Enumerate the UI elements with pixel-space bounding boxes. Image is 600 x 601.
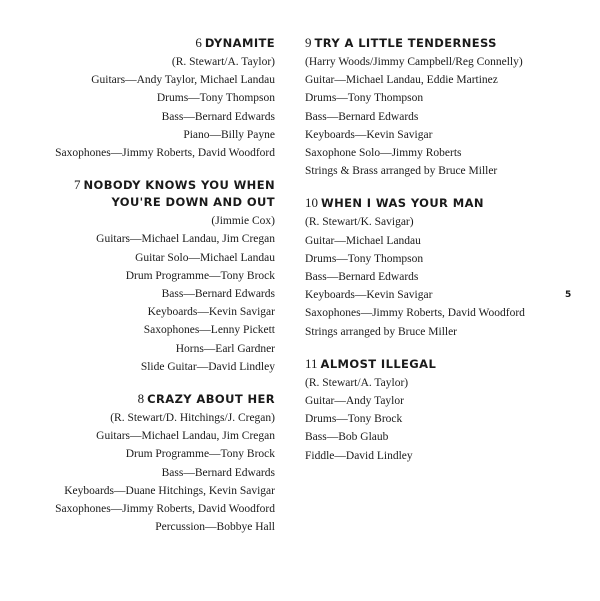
credit-line: Horns—Earl Gardner xyxy=(175,342,275,355)
track-title-text: NOBODY KNOWS YOU WHEN xyxy=(83,178,275,193)
credit-line: Keyboards—Kevin Savigar xyxy=(305,289,433,302)
credit-line: Keyboards—Kevin Savigar xyxy=(305,128,433,141)
credit-line: Guitar—Michael Landau xyxy=(305,234,421,247)
credit-line: Bass—Bernard Edwards xyxy=(161,110,275,123)
credit-line: Saxophones—Jimmy Roberts, David Woodford xyxy=(55,147,275,160)
track-title xyxy=(5,178,275,192)
credit-line: Fiddle—David Lindley xyxy=(305,449,413,462)
credit-line: Saxophones—Lenny Pickett xyxy=(143,324,275,337)
credit-line: Bass—Bernard Edwards xyxy=(305,110,419,123)
credit-line: Strings arranged by Bruce Miller xyxy=(305,325,458,338)
track-8 xyxy=(5,392,275,536)
credit-line: (Jimmie Cox) xyxy=(211,215,275,228)
credit-line: Slide Guitar—David Lindley xyxy=(140,360,275,373)
track-title-text: CRAZY ABOUT HER xyxy=(147,392,275,407)
credit-line: Bass—Bernard Edwards xyxy=(161,466,275,479)
track-title-continued: YOU'RE DOWN AND OUT xyxy=(111,195,275,210)
credit-line: Drum Programme—Tony Brock xyxy=(125,448,275,461)
credit-line: Drums—Tony Brock xyxy=(305,413,403,426)
track-9 xyxy=(305,36,565,180)
credit-line: Drum Programme—Tony Brock xyxy=(125,269,275,282)
page-number: 5 xyxy=(565,290,572,300)
credit-line: Bass—Bernard Edwards xyxy=(305,271,419,284)
track-number: 11 xyxy=(305,355,318,371)
track-title xyxy=(305,357,565,371)
credit-line: Bass—Bernard Edwards xyxy=(161,288,275,301)
credit-line: (R. Stewart/K. Savigar) xyxy=(305,216,414,229)
track-number: 8 xyxy=(137,391,145,407)
credit-line: (Harry Woods/Jimmy Campbell/Reg Connelly) xyxy=(305,56,523,68)
track-title xyxy=(5,392,275,406)
track-11 xyxy=(305,357,565,465)
track-7 xyxy=(5,178,275,376)
track-number: 10 xyxy=(305,195,318,211)
credit-line: (R. Stewart/D. Hitchings/J. Cregan) xyxy=(110,412,275,425)
track-title-text: TRY A LITTLE TENDERNESS xyxy=(314,36,497,50)
credit-line: Keyboards—Kevin Savigar xyxy=(147,306,275,319)
credit-line: Saxophones—Jimmy Roberts, David Woodford xyxy=(55,503,275,516)
credit-line: Guitars—Andy Taylor, Michael Landau xyxy=(91,74,275,87)
credit-line: Guitars—Michael Landau, Jim Cregan xyxy=(96,430,275,443)
track-number: 7 xyxy=(74,177,81,193)
track-title xyxy=(305,36,565,50)
track-10 xyxy=(305,196,565,340)
credit-line: Drums—Tony Thompson xyxy=(305,252,424,265)
track-title-text: WHEN I WAS YOUR MAN xyxy=(321,196,484,211)
credit-line: Drums—Tony Thompson xyxy=(156,92,275,105)
credit-line: Guitar Solo—Michael Landau xyxy=(135,251,275,264)
track-number: 6 xyxy=(195,35,202,50)
track-number: 9 xyxy=(305,35,312,50)
track-title-text: ALMOST ILLEGAL xyxy=(320,356,437,371)
right-column xyxy=(305,36,565,481)
credit-line: Strings & Brass arranged by Bruce Miller xyxy=(305,165,498,178)
credit-line: Guitar—Michael Landau, Eddie Martinez xyxy=(305,74,498,87)
credit-line: Percussion—Bobbye Hall xyxy=(155,521,275,534)
credit-line: Saxophones—Jimmy Roberts, David Woodford xyxy=(305,307,525,320)
credit-line: Guitars—Michael Landau, Jim Cregan xyxy=(96,233,275,246)
credit-line: Bass—Bob Glaub xyxy=(305,431,389,444)
track-title xyxy=(5,36,275,50)
credit-line: Drums—Tony Thompson xyxy=(305,92,424,105)
track-title xyxy=(305,196,565,210)
credit-line: Saxophone Solo—Jimmy Roberts xyxy=(305,147,462,160)
track-title-text: DYNAMITE xyxy=(204,36,275,50)
credit-line: Keyboards—Duane Hitchings, Kevin Savigar xyxy=(64,484,275,497)
track-6 xyxy=(5,36,275,162)
credit-line: Guitar—Andy Taylor xyxy=(305,395,404,408)
credit-line: (R. Stewart/A. Taylor) xyxy=(305,376,409,389)
left-column xyxy=(5,36,275,552)
credit-line: (R. Stewart/A. Taylor) xyxy=(171,56,275,68)
credit-line: Piano—Billy Payne xyxy=(183,128,275,141)
